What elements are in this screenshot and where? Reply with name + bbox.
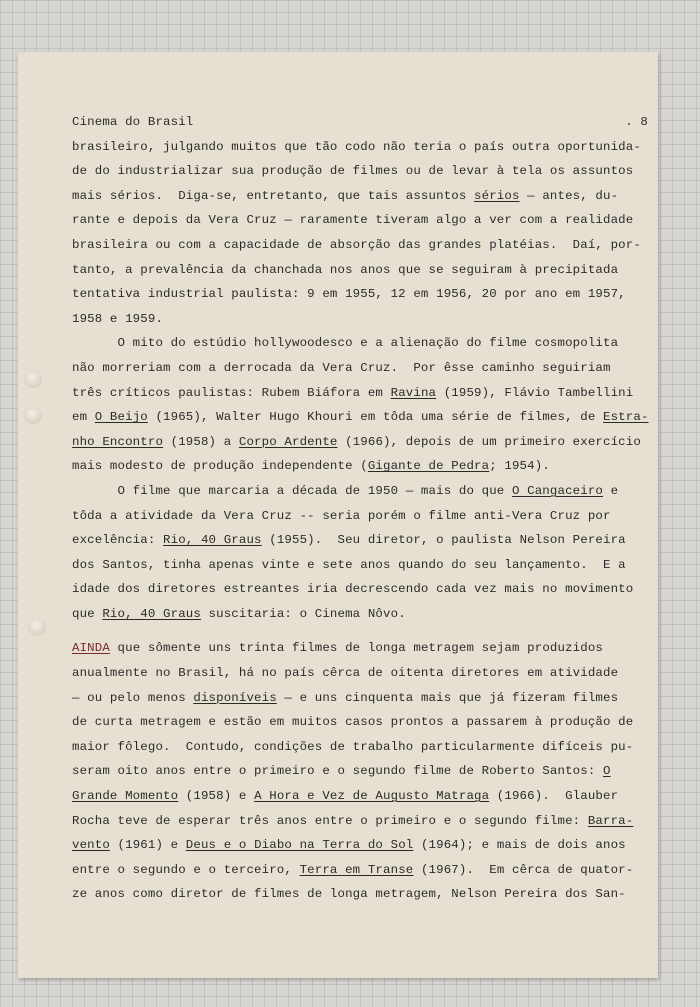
underlined-title: Deus e o Diabo na Terra do Sol <box>185 838 414 853</box>
text-segment: três críticos paulistas: Rubem Biáfora em <box>72 385 391 400</box>
text-line <box>72 784 648 809</box>
text-segment: idade dos diretores estreantes iria decrescendo cada vez mais no movimento <box>72 582 634 597</box>
text-segment: tentativa industrial paulista: 9 em 1955, 12 em 1956, 20 por ano em 1957, <box>72 287 626 302</box>
underlined-title: AINDA <box>72 641 110 656</box>
text-segment: mais sérios. Diga-se, entretanto, que tais assuntos <box>72 188 475 203</box>
text-segment: Rocha teve de esperar três anos entre o primeiro e o segundo filme: <box>72 813 588 828</box>
text-line <box>72 479 648 504</box>
underlined-title: Ravina <box>390 385 437 400</box>
text-line <box>72 710 648 735</box>
text-segment: (1966). Glauber <box>489 789 619 804</box>
text-segment: (1964); e mais de dois anos <box>413 838 626 853</box>
text-line <box>72 661 648 686</box>
text-line <box>72 553 648 578</box>
text-line <box>72 331 648 356</box>
text-segment: rante e depois da Vera Cruz — raramente tiveram algo a ver com a realidade <box>72 213 634 228</box>
text-segment: (1965), Walter Hugo Khouri em tôda uma série de filmes, de <box>147 410 604 425</box>
underlined-title: nho Encontro <box>72 434 164 449</box>
text-segment: O mito do estúdio hollywoodesco e a alienação do filme cosmopolita <box>72 336 619 351</box>
underlined-title: disponíveis <box>193 690 277 705</box>
underlined-title: Rio, 40 Graus <box>102 606 201 621</box>
punch-hole <box>24 370 42 388</box>
text-segment: (1959), Flávio Tambellini <box>436 385 634 400</box>
text-segment: não morreriam com a derrocada da Vera Cruz. Por êsse caminho seguiriam <box>72 360 611 375</box>
text-segment: em <box>72 410 95 425</box>
text-line <box>72 282 648 307</box>
text-segment: brasileiro, julgando muitos que tão codo não teria o país outra oportunida- <box>72 139 641 154</box>
text-line <box>72 882 648 907</box>
text-segment: brasileira ou com a capacidade de absorção das grandes platéias. Daí, por- <box>72 237 641 252</box>
text-segment: maior fôlego. Contudo, condições de trabalho particularmente difíceis pu- <box>72 739 634 754</box>
text-segment: tanto, a prevalência da chanchada nos anos que se seguiram à precipitada <box>72 262 619 277</box>
text-segment: de do industrializar sua produção de filmes ou de levar à tela os assuntos <box>72 164 634 179</box>
text-line <box>72 159 648 184</box>
text-line <box>72 636 648 661</box>
text-line <box>72 135 648 160</box>
underlined-title: Gigante de Pedra <box>367 459 490 474</box>
text-segment: que <box>72 606 103 621</box>
text-line <box>72 258 648 283</box>
text-line <box>72 184 648 209</box>
underlined-title: A Hora e Vez de Augusto Matraga <box>254 789 490 804</box>
text-segment: mais modesto de produção independente ( <box>72 459 368 474</box>
text-line <box>72 833 648 858</box>
typewritten-page <box>18 52 658 978</box>
text-segment: (1955). Seu diretor, o paulista Nelson Pereira <box>261 533 626 548</box>
text-segment: dos Santos, tinha apenas vinte e sete anos quando do seu lançamento. E a <box>72 557 626 572</box>
running-title: Cinema do Brasil <box>72 115 194 129</box>
underlined-title: Rio, 40 Graus <box>163 533 262 548</box>
text-line <box>72 809 648 834</box>
underlined-title: Terra em Transe <box>299 862 414 877</box>
text-segment: seram oito anos entre o primeiro e o segundo filme de Roberto Santos: <box>72 764 603 779</box>
text-line <box>72 528 648 553</box>
text-line <box>72 454 648 479</box>
text-line <box>72 504 648 529</box>
text-segment: tôda a atividade da Vera Cruz -- seria porém o filme anti-Vera Cruz por <box>72 508 611 523</box>
text-segment: (1958) e <box>178 789 255 804</box>
text-segment: — antes, du- <box>519 188 619 203</box>
text-segment: O filme que marcaria a década de 1950 — mais do que <box>72 483 512 498</box>
text-segment: (1958) a <box>163 434 239 449</box>
text-segment: (1961) e <box>109 838 186 853</box>
text-segment: e <box>603 483 619 498</box>
page-body <box>72 110 648 907</box>
text-segment: — ou pelo menos <box>72 690 194 705</box>
underlined-title: O Cangaceiro <box>511 483 603 498</box>
text-segment: ; 1954). <box>489 459 550 474</box>
text-segment: excelência: <box>72 533 164 548</box>
underlined-title: Barra- <box>587 813 634 828</box>
text-line <box>72 686 648 711</box>
underlined-title: O <box>603 764 611 779</box>
text-segment: (1966), depois de um primeiro exercício <box>337 434 641 449</box>
paragraph-gap <box>72 626 648 636</box>
text-segment: (1967). Em cêrca de quator- <box>413 862 634 877</box>
text-line <box>72 759 648 784</box>
text-segment: anualmente no Brasil, há no país cêrca de oitenta diretores em atividade <box>72 666 619 681</box>
page-header <box>72 110 648 135</box>
text-segment: 1958 e 1959. <box>72 311 164 326</box>
underlined-title: sérios <box>474 188 520 203</box>
text-segment: suscitaria: o Cinema Nôvo. <box>200 606 406 621</box>
text-line <box>72 602 648 627</box>
text-line <box>72 735 648 760</box>
underlined-title: Corpo Ardente <box>238 434 338 449</box>
text-line <box>72 356 648 381</box>
text-segment: ze anos como diretor de filmes de longa metragem, Nelson Pereira dos San- <box>72 887 626 902</box>
text-segment: entre o segundo e o terceiro, <box>72 862 300 877</box>
text-line <box>72 577 648 602</box>
text-lines <box>72 135 648 907</box>
underlined-title: vento <box>72 838 110 853</box>
underlined-title: Estra- <box>603 410 649 425</box>
text-line <box>72 430 648 455</box>
text-line <box>72 858 648 883</box>
text-line <box>72 307 648 332</box>
underlined-title: Grande Momento <box>72 789 179 804</box>
text-line <box>72 233 648 258</box>
text-segment: — e uns cinquenta mais que já fizeram filmes <box>276 690 619 705</box>
text-line <box>72 381 648 406</box>
text-line <box>72 405 648 430</box>
punch-hole <box>24 406 42 424</box>
text-line <box>72 208 648 233</box>
text-segment: que sômente uns trinta filmes de longa metragem sejam produzidos <box>109 641 604 656</box>
underlined-title: O Beijo <box>94 410 148 425</box>
text-segment: de curta metragem e estão em muitos casos prontos a passarem à produção de <box>72 715 634 730</box>
punch-hole <box>28 618 46 636</box>
page-number: . 8 <box>625 115 648 129</box>
